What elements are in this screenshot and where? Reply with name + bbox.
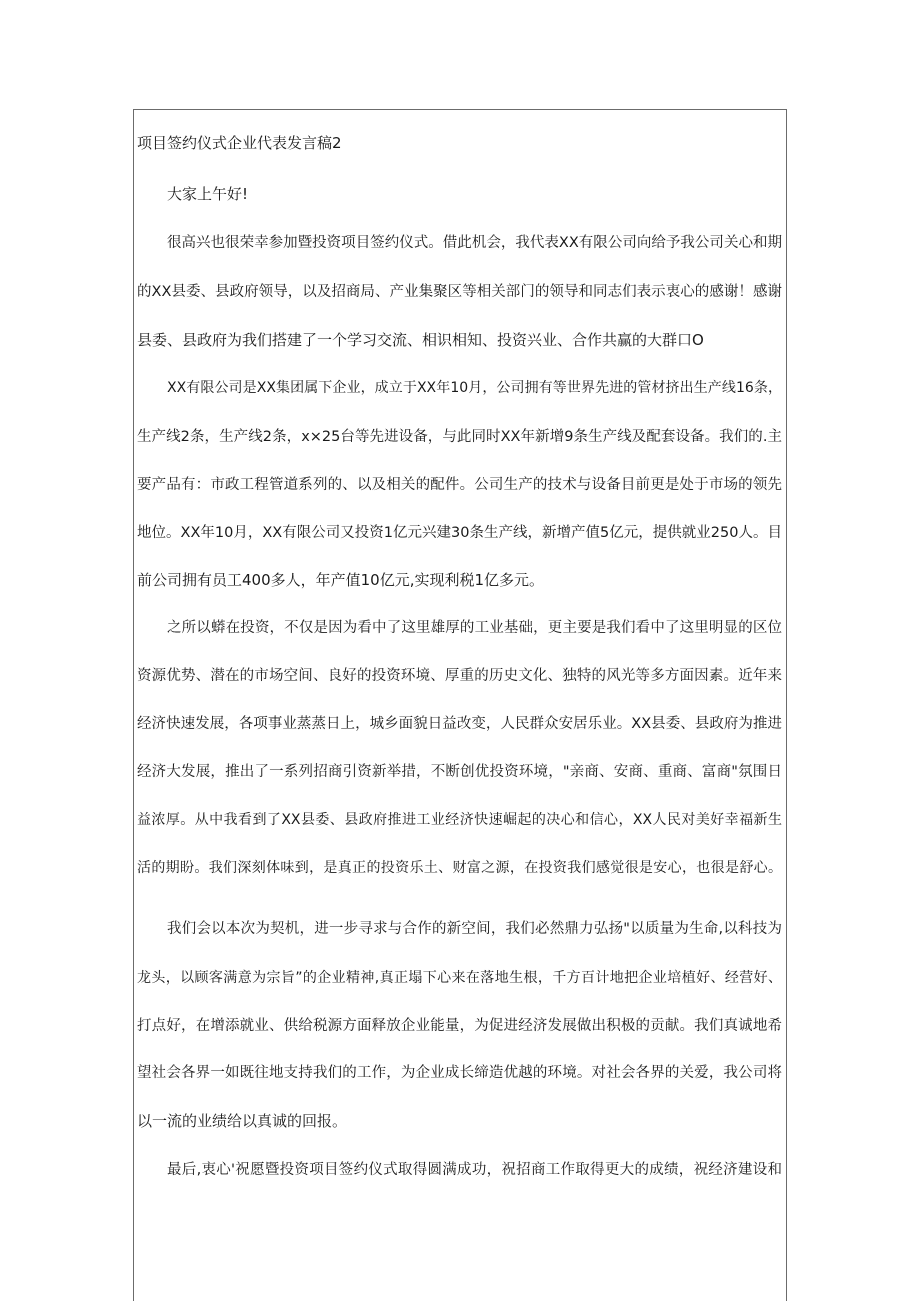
paragraph-2-line-1: XX有限公司是XX集团属下企业，成立于XX年10月，公司拥有等世界先进的管材挤出生产线16条， bbox=[167, 380, 782, 396]
paragraph-3-line-5: 益浓厚。从中我看到了XX县委、县政府推进工业经济快速崛起的决心和信心，XX人民对美好幸福新生 bbox=[137, 812, 782, 828]
paragraph-4-line-4: 望社会各界一如既往地支持我们的工作，为企业成长缔造优越的环境。对社会各界的关爱，我公司将 bbox=[137, 1065, 782, 1081]
paragraph-3-line-4: 经济大发展，推出了一系列招商引资新举措，不断创优投资环境，"亲商、安商、重商、富商"氛围日 bbox=[137, 764, 782, 780]
paragraph-1-line-1: 很高兴也很荣幸参加暨投资项目签约仪式。借此机会，我代表XX有限公司向给予我公司关心和期 bbox=[167, 235, 782, 251]
paragraph-2-line-5: 前公司拥有员工400多人，年产值10亿元,实现利税1亿多元。 bbox=[137, 571, 545, 589]
paragraph-3-line-3: 经济快速发展，各项事业蒸蒸日上，城乡面貌日益改变，人民群众安居乐业。XX县委、县政府为推进 bbox=[137, 716, 782, 732]
paragraph-1-line-3: 县委、县政府为我们搭建了一个学习交流、相识相知、投资兴业、合作共赢的大群口O bbox=[137, 331, 704, 349]
paragraph-3-line-2: 资源优势、潜在的市场空间、良好的投资环境、厚重的历史文化、独特的风光等多方面因素。近年来 bbox=[137, 668, 782, 684]
paragraph-3-line-1: 之所以蟒在投资，不仅是因为看中了这里雄厚的工业基础，更主要是我们看中了这里明显的区位 bbox=[167, 620, 782, 636]
paragraph-1-line-2: 的XX县委、县政府领导，以及招商局、产业集聚区等相关部门的领导和同志们表示衷心的感谢！感谢 bbox=[137, 284, 782, 300]
document-title: 项目签约仪式企业代表发言稿2 bbox=[137, 134, 342, 152]
greeting: 大家上午好! bbox=[167, 185, 249, 203]
paragraph-2-line-4: 地位。XX年10月，XX有限公司又投资1亿元兴建30条生产线，新增产值5亿元，提供就业250人。目 bbox=[137, 525, 782, 541]
paragraph-2-line-2: 生产线2条，生产线2条，x×25台等先进设备，与此同时XX年新增9条生产线及配套设备。我们的.主 bbox=[137, 429, 782, 445]
paragraph-5-line-1: 最后,衷心'祝愿暨投资项目签约仪式取得圆满成功，祝招商工作取得更大的成绩，祝经济建设和 bbox=[167, 1162, 782, 1178]
paragraph-2-line-3: 要产品有：市政工程管道系列的、以及相关的配件。公司生产的技术与设备目前更是处于市场的领先 bbox=[137, 477, 782, 493]
paragraph-4-line-5: 以一流的业绩给以真诚的回报。 bbox=[137, 1112, 348, 1130]
paragraph-4-line-1: 我们会以本次为契机，进一步寻求与合作的新空间，我们必然鼎力弘扬"以质量为生命,以科技为 bbox=[167, 921, 782, 937]
paragraph-4-line-2: 龙头，以顾客满意为宗旨”的企业精神,真正塌下心来在落地生根，千方百计地把企业培植好、经营好、 bbox=[137, 970, 782, 986]
paragraph-3-line-6: 活的期盼。我们深刻体味到，是真正的投资乐土、财富之源，在投资我们感觉很是安心，也很是舒心。 bbox=[137, 860, 782, 876]
paragraph-4-line-3: 打点好，在增添就业、供给税源方面释放企业能量，为促进经济发展做出积极的贡献。我们真诚地希 bbox=[137, 1018, 782, 1034]
